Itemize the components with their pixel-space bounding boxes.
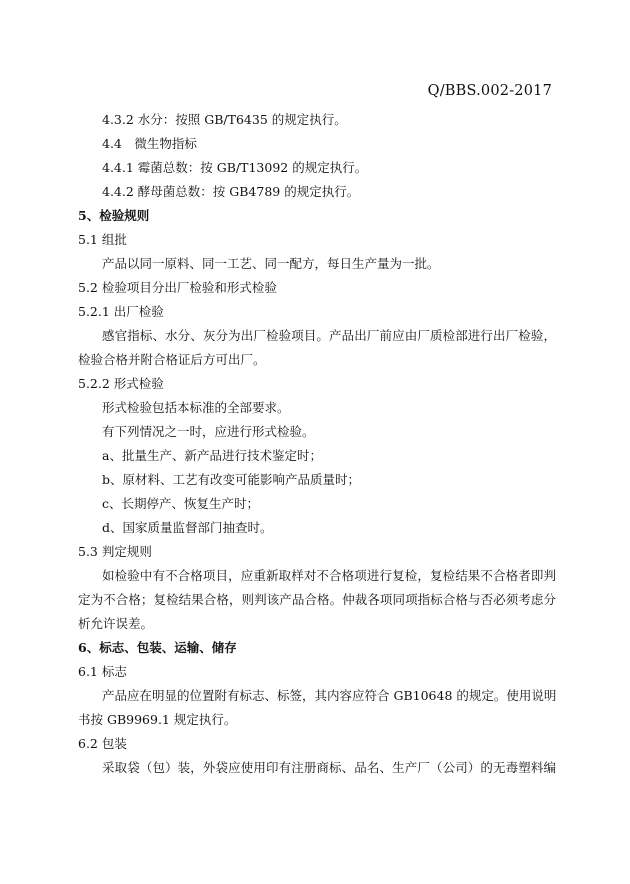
clause-5-2: 5.2 检验项目分出厂检验和形式检验 xyxy=(78,280,277,295)
clause-4-4-1: 4.4.1 霉菌总数：按 GB/T13092 的规定执行。 xyxy=(102,160,368,175)
document-body xyxy=(78,108,556,780)
clause-5-2-2-text-b: 有下列情况之一时，应进行形式检验。 xyxy=(102,424,315,439)
list-item-c: c、长期停产、恢复生产时； xyxy=(102,496,260,511)
section-6-heading: 6、标志、包装、运输、储存 xyxy=(78,640,237,655)
clause-6-1-text xyxy=(78,684,556,732)
list-item-a: a、批量生产、新产品进行技术鉴定时； xyxy=(102,448,322,463)
clause-5-3-text xyxy=(78,564,556,636)
clause-5-2-2: 5.2.2 形式检验 xyxy=(78,376,164,391)
clause-6-2-text xyxy=(78,756,556,780)
text-line: 采取袋（包）装，外袋应使用印有注册商标、品名、生产厂（公司）的无毒塑料编 xyxy=(102,760,556,775)
clause-5-2-2-text-a: 形式检验包括本标准的全部要求。 xyxy=(102,400,290,415)
section-5-heading: 5、检验规则 xyxy=(78,208,150,223)
clause-5-3: 5.3 判定规则 xyxy=(78,544,152,559)
text-line: 定为不合格；复检结果合格，则判该产品合格。仲裁各项同项指标合格与否必须考虑分 xyxy=(78,592,556,607)
list-item-d: d、国家质量监督部门抽查时。 xyxy=(102,520,273,535)
clause-6-1: 6.1 标志 xyxy=(78,664,127,679)
text-line: 感官指标、水分、灰分为出厂检验项目。产品出厂前应由厂质检部进行出厂检验， xyxy=(102,328,556,343)
text-line: 书按 GB9969.1 规定执行。 xyxy=(78,712,237,727)
text-line: 产品应在明显的位置附有标志、标签，其内容应符合 GB10648 的规定。使用说明 xyxy=(102,688,557,703)
clause-4-4: 4.4 微生物指标 xyxy=(102,136,197,151)
text-line: 如检验中有不合格项目，应重新取样对不合格项进行复检，复检结果不合格者即判 xyxy=(102,568,556,583)
clause-5-2-1: 5.2.1 出厂检验 xyxy=(78,304,164,319)
text-line: 析允许误差。 xyxy=(78,616,154,631)
clause-4-3-2: 4.3.2 水分：按照 GB/T6435 的规定执行。 xyxy=(102,112,347,127)
list-item-b: b、原材料、工艺有改变可能影响产品质量时； xyxy=(102,472,361,487)
text-line: 检验合格并附合格证后方可出厂。 xyxy=(78,352,266,367)
clause-5-2-1-text xyxy=(78,324,556,372)
clause-5-1-text: 产品以同一原料、同一工艺、同一配方，每日生产量为一批。 xyxy=(102,256,440,271)
clause-4-4-2: 4.4.2 酵母菌总数：按 GB4789 的规定执行。 xyxy=(102,184,360,199)
document-code: Q/BBS.002-2017 xyxy=(427,83,552,99)
clause-5-1: 5.1 组批 xyxy=(78,232,127,247)
clause-6-2: 6.2 包装 xyxy=(78,736,127,751)
